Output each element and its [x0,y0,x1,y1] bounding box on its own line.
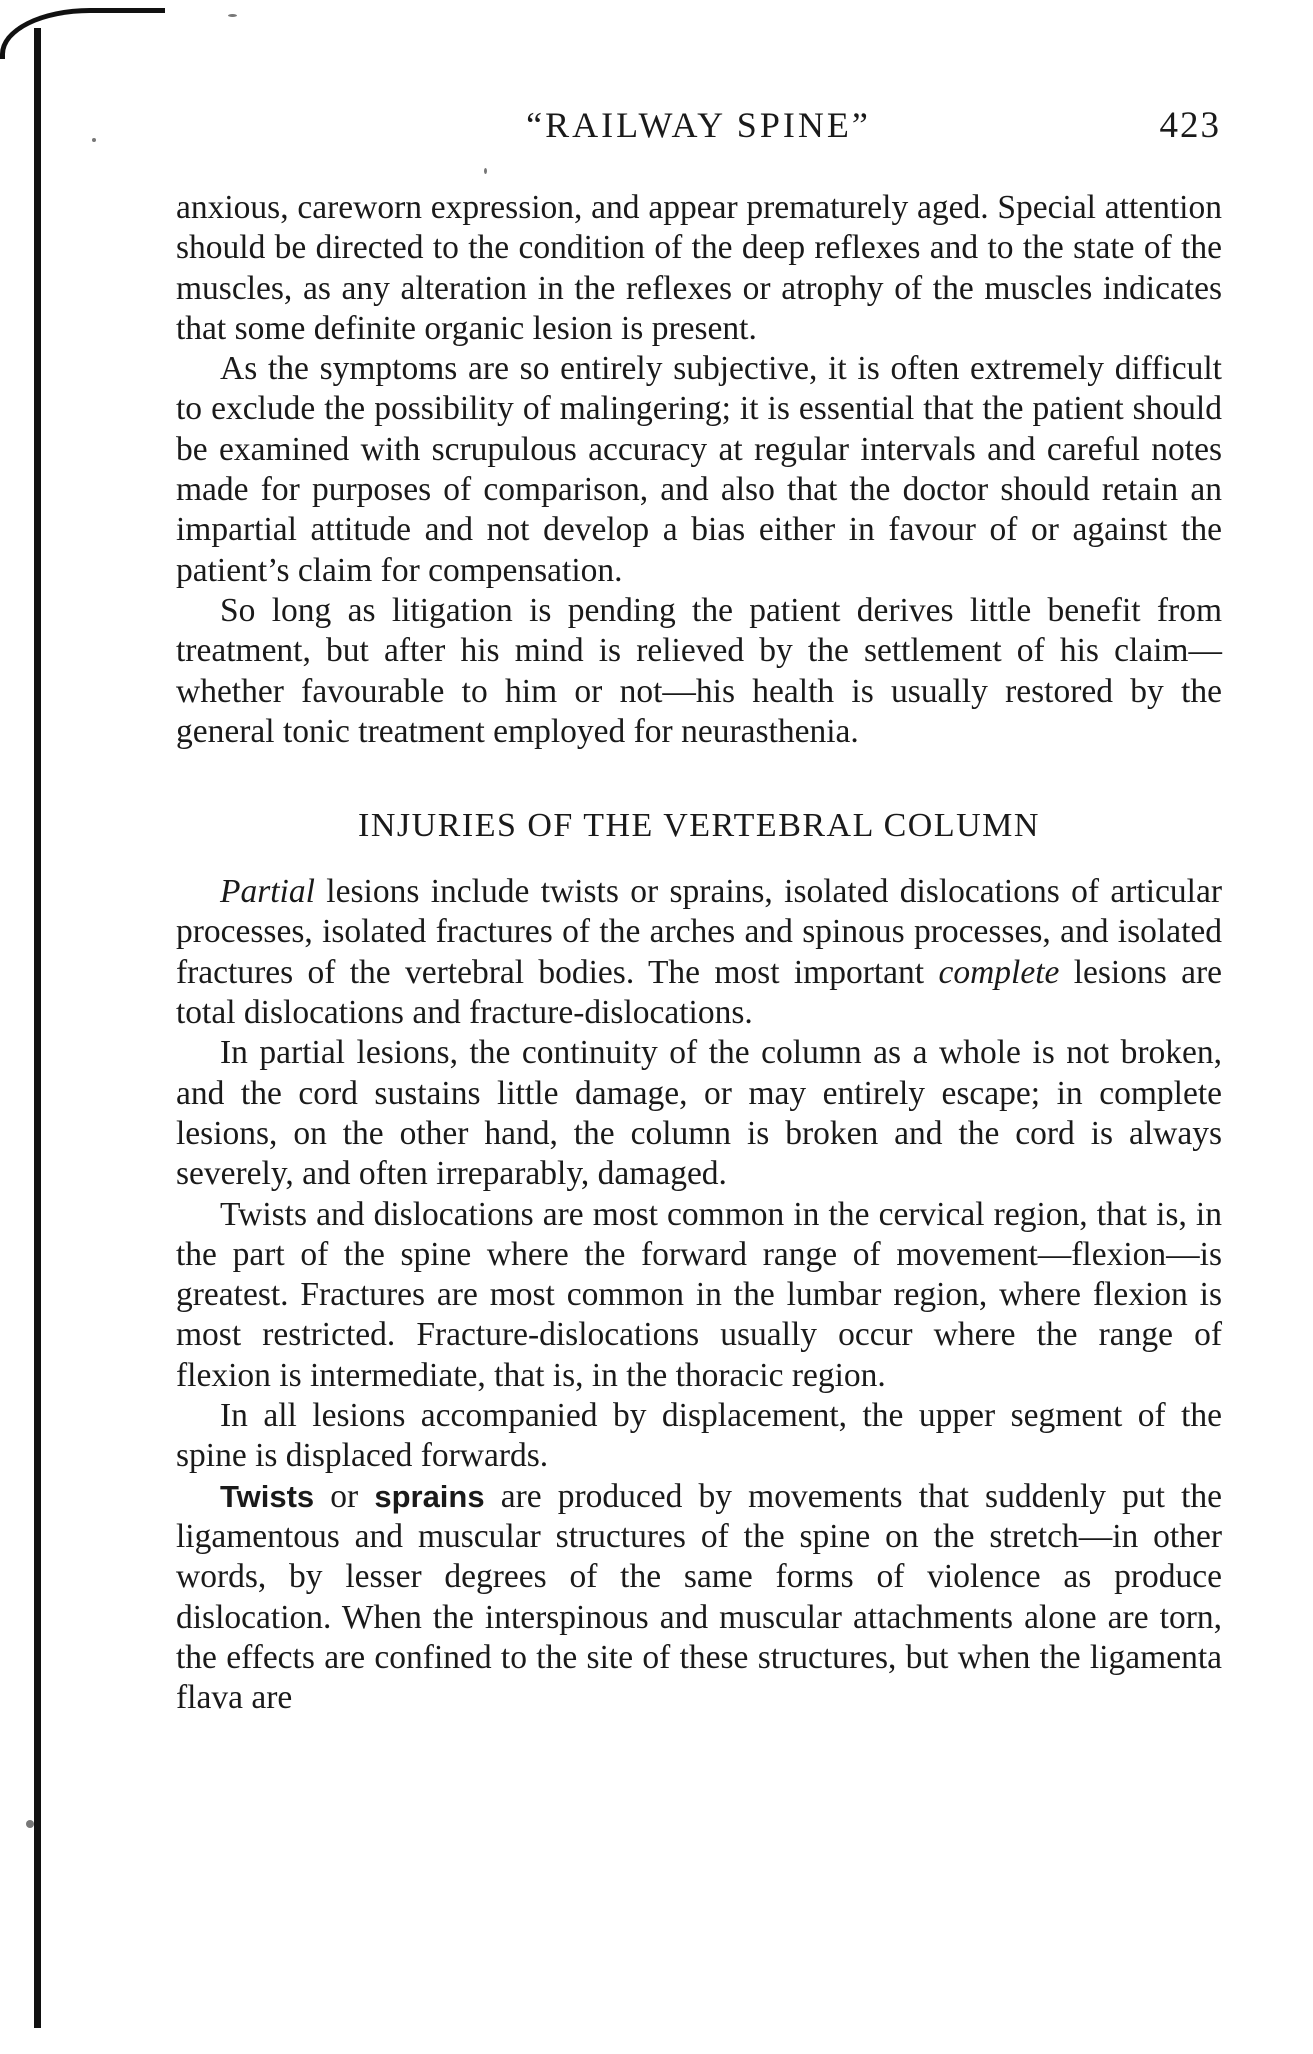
scan-speck [484,168,487,174]
body-text [176,188,1222,1718]
paragraph: In partial lesions, the continuity of the column as a whole is not broken, and the cord sustains little damage, or may entirely escape; in complete lesions, on the other hand, the column is broken and the cord is always severely, and often irreparably, damaged. [176,1034,1222,1193]
bold-term: sprains [374,1478,485,1514]
running-title: “RAILWAY SPINE” [526,105,871,145]
paragraph-text: are produced by movements that suddenly put the ligamentous and muscular structures of the spine on the stretch—in other words, by lesser degrees of the same forms of violence as produce dislocation. When the interspinous and muscular attachments alone are torn, the effects are confined to the site of these structures, but when the ligamenta flava are [176,1477,1222,1717]
running-header [176,96,1221,156]
paragraph-text: lesions are total dislocations and fracture-dislocations. [176,953,1222,1032]
paragraph: Twists and dislocations are most common in the cervical region, that is, in the part of the spine where the forward range of movement—flexion—is greatest. Fractures are most common in the lumbar region, where flexion is most restricted. Fracture-dislocations usually occur where the range of flexion is intermediate, that is, in the thoracic region. [176,1195,1222,1394]
binding-edge-curl [0,8,165,59]
scan-speck [228,14,237,17]
paragraph: In all lesions accompanied by displacement, the upper segment of the spine is displaced forwards. [176,1397,1222,1475]
paragraph [176,872,1222,1033]
paragraph-text: or [314,1477,375,1515]
paragraph: So long as litigation is pending the patient derives little benefit from treatment, but after his mind is relieved by the settlement of his claim—whether favourable to him or not—his health is usually restored by the general tonic treatment employed for neurasthenia. [176,591,1222,750]
scan-speck [26,1820,34,1828]
binding-edge [34,28,41,2028]
paragraph: As the symptoms are so entirely subjective, it is often extremely difficult to exclude the possibility of malingering; it is essential that the patient should be examined with scrupulous accuracy at regular intervals and careful notes made for purposes of comparison, and also that the doctor should retain an impartial attitude and not develop a bias either in favour of or against the patient’s claim for compensation. [176,350,1222,589]
section-heading: INJURIES OF THE VERTEBRAL COLUMN [358,807,1040,845]
paragraph: anxious, careworn expression, and appear prematurely aged. Special attention should be directed to the condition of the deep reflexes and to the state of the muscles, as any alteration in the reflexes or atrophy of the muscles indicates that some definite organic lesion is present. [176,189,1222,347]
bold-term: Twists [220,1478,315,1514]
paragraph [176,1477,1222,1719]
paragraph-text: lesions include twists or sprains, isolated dislocations of articular processes, isolated fractures of the arches and spinous processes, and isolated fractures of the vertebral bodies. The most important [176,873,1222,991]
page-number: 423 [1159,105,1221,146]
italic-term: complete [938,953,1060,991]
italic-term: Partial [220,873,315,911]
scan-speck [92,138,96,142]
